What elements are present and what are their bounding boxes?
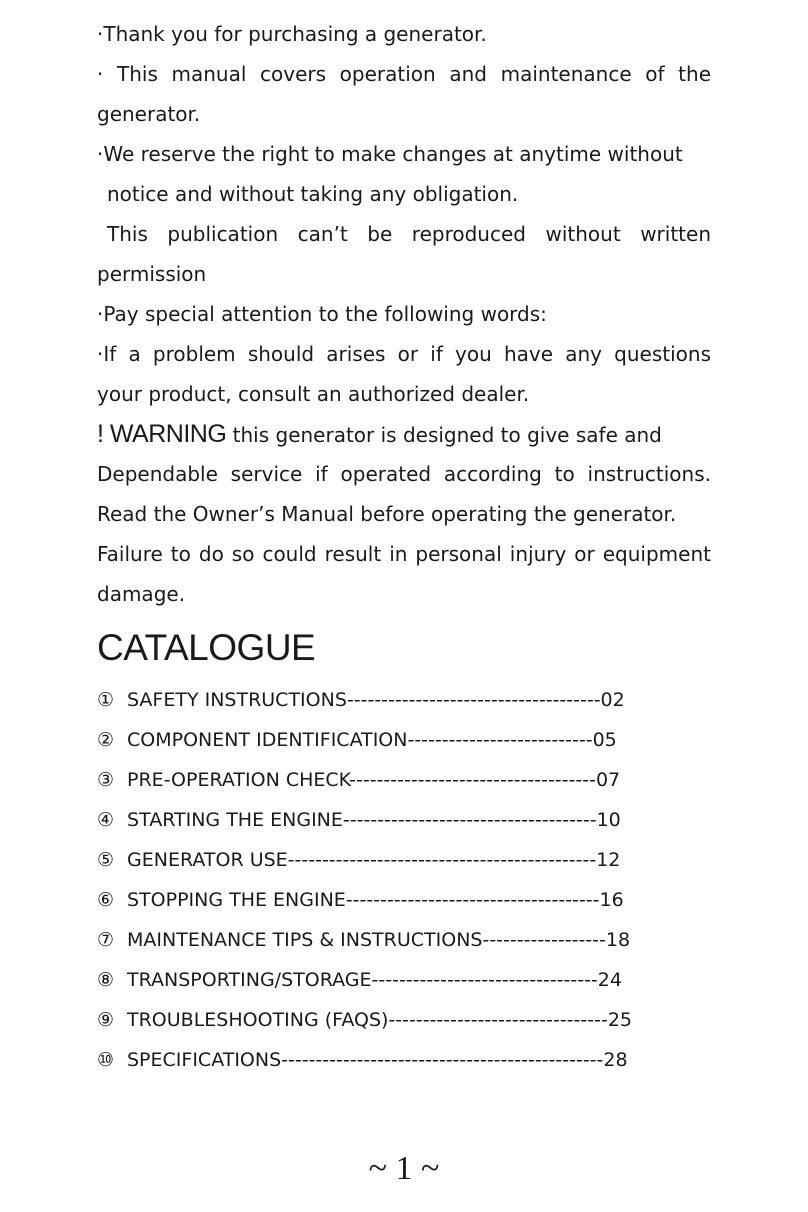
toc-item-starting bbox=[97, 800, 711, 840]
warning-line2: Dependable service if operated according to instructions. bbox=[97, 462, 711, 486]
toc-text: STOPPING THE ENGINE-------------------------------------16 bbox=[127, 889, 624, 911]
toc-text: TROUBLESHOOTING (FAQS)--------------------------------25 bbox=[127, 1009, 632, 1031]
toc-number: ⑦ bbox=[97, 929, 115, 951]
toc-text: PRE-OPERATION CHECK------------------------------------07 bbox=[127, 769, 621, 791]
intro-thanks: ·Thank you for purchasing a generator. bbox=[97, 22, 487, 46]
toc-item-troubleshooting bbox=[97, 1000, 711, 1040]
toc-item-component bbox=[97, 720, 711, 760]
toc-text: SAFETY INSTRUCTIONS-------------------------------------02 bbox=[127, 689, 625, 711]
warning-label: ! WARNING bbox=[97, 420, 227, 448]
intro-manual-scope-line2: generator. bbox=[97, 102, 201, 126]
warning-line1 bbox=[97, 414, 711, 454]
catalogue-title: CATALOGUE bbox=[97, 627, 316, 668]
toc-item-safety bbox=[97, 680, 711, 720]
intro-attention: ·Pay special attention to the following words: bbox=[97, 302, 547, 326]
intro-rights-line2: notice and without taking any obligation. bbox=[107, 182, 519, 206]
toc-number: ⑧ bbox=[97, 969, 115, 991]
toc-item-maintenance bbox=[97, 920, 711, 960]
toc-text: TRANSPORTING/STORAGE---------------------------------24 bbox=[127, 969, 622, 991]
warning-line5: damage. bbox=[97, 582, 186, 606]
warning-line3: Read the Owner’s Manual before operating the generator. bbox=[97, 502, 677, 526]
toc-number: ⑤ bbox=[97, 849, 115, 871]
warning-text-1: this generator is designed to give safe and bbox=[226, 423, 662, 447]
toc-text: GENERATOR USE---------------------------------------------12 bbox=[127, 849, 621, 871]
page-number: ~ 1 ~ bbox=[368, 1150, 440, 1187]
toc-item-transporting bbox=[97, 960, 711, 1000]
intro-manual-scope-line1: · This manual covers operation and maintenance of the bbox=[97, 62, 711, 86]
catalogue-list bbox=[97, 680, 711, 1080]
toc-number: ⑥ bbox=[97, 889, 115, 911]
toc-text: SPECIFICATIONS-----------------------------------------------28 bbox=[127, 1049, 628, 1071]
intro-rights-line1: ·We reserve the right to make changes at anytime without bbox=[97, 142, 683, 166]
toc-item-preoperation bbox=[97, 760, 711, 800]
toc-number: ④ bbox=[97, 809, 115, 831]
manual-page bbox=[97, 0, 711, 1080]
intro-publication-line1: This publication can’t be reproduced without written bbox=[107, 222, 711, 246]
intro-publication-line2: permission bbox=[97, 262, 207, 286]
intro-problem-line2: your product, consult an authorized dealer. bbox=[97, 382, 530, 406]
toc-number: ⑨ bbox=[97, 1009, 115, 1031]
toc-item-specifications bbox=[97, 1040, 711, 1080]
toc-number: ① bbox=[97, 689, 115, 711]
toc-item-stopping bbox=[97, 880, 711, 920]
toc-number: ③ bbox=[97, 769, 115, 791]
toc-text: STARTING THE ENGINE-------------------------------------10 bbox=[127, 809, 621, 831]
toc-text: MAINTENANCE TIPS & INSTRUCTIONS------------------18 bbox=[127, 929, 631, 951]
toc-number: ⑩ bbox=[97, 1049, 115, 1071]
toc-text: COMPONENT IDENTIFICATION---------------------------05 bbox=[127, 729, 617, 751]
warning-line4: Failure to do so could result in personal injury or equipment bbox=[97, 542, 711, 566]
intro-problem-line1: ·If a problem should arises or if you have any questions bbox=[97, 342, 711, 366]
toc-number: ② bbox=[97, 729, 115, 751]
toc-item-generator-use bbox=[97, 840, 711, 880]
